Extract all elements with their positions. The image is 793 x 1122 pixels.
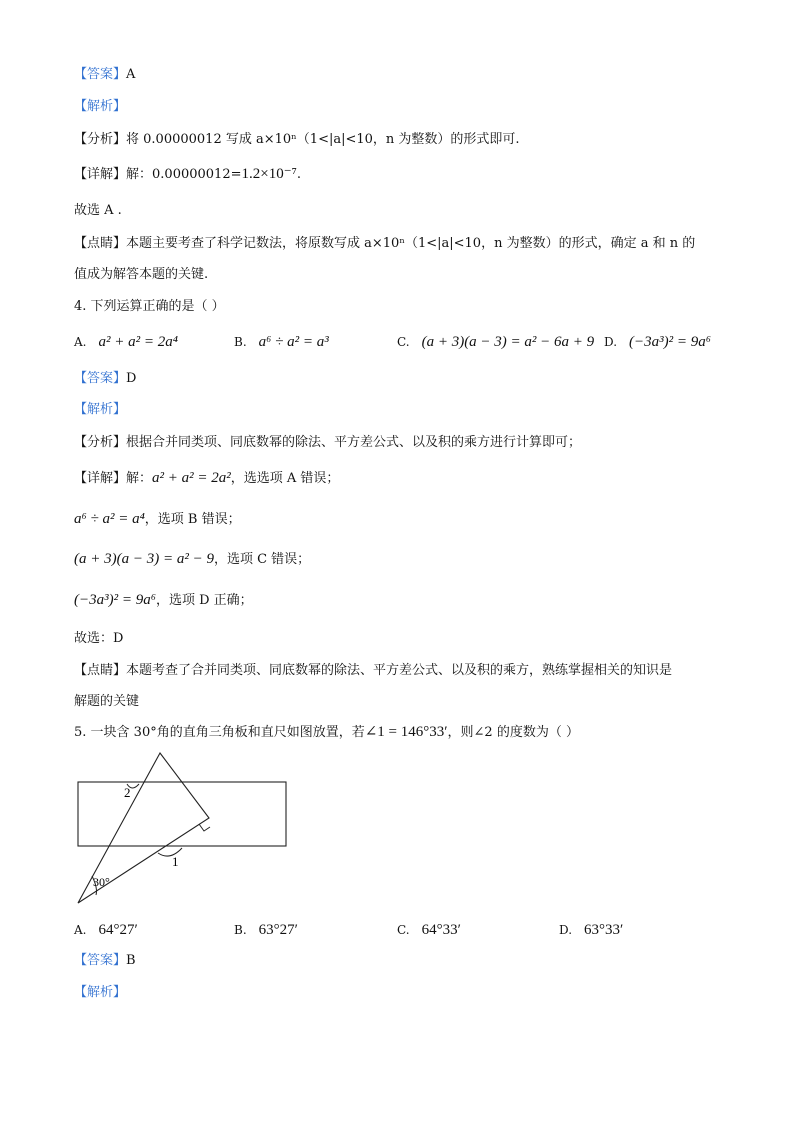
answer-value: D bbox=[126, 371, 137, 386]
angle-2-label: 2 bbox=[124, 785, 131, 800]
q4-stem: 4. 下列运算正确的是（ ） bbox=[74, 299, 225, 314]
q3-analysis-tag: 【解析】 bbox=[74, 99, 127, 114]
q5-option-b[interactable] bbox=[234, 921, 298, 940]
q3-xiangjie-line bbox=[74, 165, 301, 184]
q5-analysis-tag: 【解析】 bbox=[74, 985, 127, 1000]
answer-tag: 【答案】 bbox=[74, 67, 127, 82]
q4-option-b[interactable] bbox=[234, 333, 329, 352]
stem-prefix: 5. 一块含 30°角的直角三角板和直尺如图放置，若 bbox=[74, 725, 365, 740]
xiangjie-math: 1.2×10⁻⁷ bbox=[241, 166, 297, 182]
q4-step-d bbox=[74, 591, 253, 610]
fenxi-text: 将 0.00000012 写成 a×10ⁿ（1<|a|<10，n 为整数）的形式即可. bbox=[126, 132, 520, 147]
triangle-ruler-figure bbox=[70, 748, 300, 908]
stem-math: ∠1 = 146°33′ bbox=[364, 724, 448, 740]
answer-tag: 【答案】 bbox=[74, 371, 127, 386]
q3-dianjing-line2: 值成为解答本题的关键. bbox=[74, 267, 209, 282]
q4-option-a[interactable] bbox=[74, 333, 178, 352]
option-math: 63°33′ bbox=[584, 922, 624, 938]
option-label: A. bbox=[74, 923, 87, 937]
xiangjie-prefix: 解：0.00000012= bbox=[126, 167, 242, 182]
step-math: (a + 3)(a − 3) = a² − 9 bbox=[74, 551, 214, 567]
fenxi-tag: 【分析】 bbox=[74, 132, 127, 147]
q5-option-d[interactable] bbox=[559, 921, 623, 940]
q4-step-b bbox=[74, 510, 241, 529]
q4-analysis-tag: 【解析】 bbox=[74, 402, 127, 417]
q4-xiangjie-line bbox=[74, 469, 339, 488]
option-label: B. bbox=[234, 923, 247, 937]
answer-value: A bbox=[126, 67, 136, 82]
step-text: ，选项 D 正确； bbox=[155, 593, 253, 608]
xiangjie-prefix: 解： bbox=[126, 471, 153, 486]
option-label: D. bbox=[559, 923, 573, 937]
q4-conclusion: 故选：D bbox=[74, 631, 124, 646]
step-math: a⁶ ÷ a² = a⁴ bbox=[74, 511, 145, 527]
q3-conclusion: 故选 A . bbox=[74, 203, 122, 218]
q5-option-a[interactable] bbox=[74, 921, 138, 940]
option-math: 63°27′ bbox=[258, 922, 298, 938]
option-label: C. bbox=[397, 335, 410, 349]
dianjing-text: 本题考查了合并同类项、同底数幂的除法、平方差公式、以及积的乘方，熟练掌握相关的知识是 bbox=[126, 663, 673, 678]
xiangjie-tag: 【详解】 bbox=[74, 167, 127, 182]
q4-option-d[interactable] bbox=[604, 333, 711, 352]
ruler bbox=[78, 782, 286, 846]
answer-value: B bbox=[126, 953, 136, 968]
step-text: ，选选项 A 错误； bbox=[230, 471, 340, 486]
option-label: B. bbox=[234, 335, 247, 349]
xiangjie-tag: 【详解】 bbox=[74, 471, 127, 486]
q4-step-c bbox=[74, 550, 310, 569]
q3-fenxi-line bbox=[74, 131, 520, 149]
q4-dianjing-line1 bbox=[74, 662, 672, 680]
xiangjie-end: . bbox=[296, 167, 301, 182]
angle-30-label: 30° bbox=[93, 875, 110, 889]
dianjing-tag: 【点睛】 bbox=[74, 236, 127, 251]
step-math: a² + a² = 2a² bbox=[152, 470, 231, 486]
step-text: ，选项 B 错误； bbox=[144, 512, 241, 527]
q3-answer-line bbox=[74, 66, 135, 84]
option-label: D. bbox=[604, 335, 618, 349]
dianjing-tag: 【点睛】 bbox=[74, 663, 127, 678]
answer-tag: 【答案】 bbox=[74, 953, 127, 968]
q5-stem bbox=[74, 723, 579, 742]
stem-suffix: ，则∠2 的度数为（ ） bbox=[447, 725, 579, 740]
option-label: C. bbox=[397, 923, 410, 937]
option-math: 64°33′ bbox=[421, 922, 461, 938]
option-math: a⁶ ÷ a² = a³ bbox=[258, 334, 329, 350]
option-math: (−3a³)² = 9a⁶ bbox=[629, 334, 711, 350]
q4-answer-line bbox=[74, 370, 136, 388]
step-math: (−3a³)² = 9a⁶ bbox=[74, 592, 156, 608]
dianjing-text: 本题主要考查了科学记数法，将原数写成 a×10ⁿ（1<|a|<10，n 为整数）的形式，确定 a 和 n 的 bbox=[126, 236, 696, 251]
right-angle-mark bbox=[199, 824, 210, 831]
option-math: (a + 3)(a − 3) = a² − 6a + 9 bbox=[421, 334, 595, 350]
angle-1-label: 1 bbox=[172, 854, 179, 869]
step-text: ，选项 C 错误； bbox=[213, 552, 311, 567]
option-math: a² + a² = 2a⁴ bbox=[98, 334, 178, 350]
option-label: A. bbox=[74, 335, 87, 349]
option-math: 64°27′ bbox=[98, 922, 138, 938]
q5-answer-line bbox=[74, 952, 136, 970]
q4-option-c[interactable] bbox=[397, 333, 594, 352]
q4-fenxi-line bbox=[74, 434, 581, 452]
q3-dianjing-line1 bbox=[74, 235, 695, 253]
fenxi-text: 根据合并同类项、同底数幂的除法、平方差公式、以及积的乘方进行计算即可； bbox=[126, 435, 582, 450]
fenxi-tag: 【分析】 bbox=[74, 435, 127, 450]
q5-option-c[interactable] bbox=[397, 921, 461, 940]
q4-dianjing-line2: 解题的关键 bbox=[74, 694, 140, 709]
